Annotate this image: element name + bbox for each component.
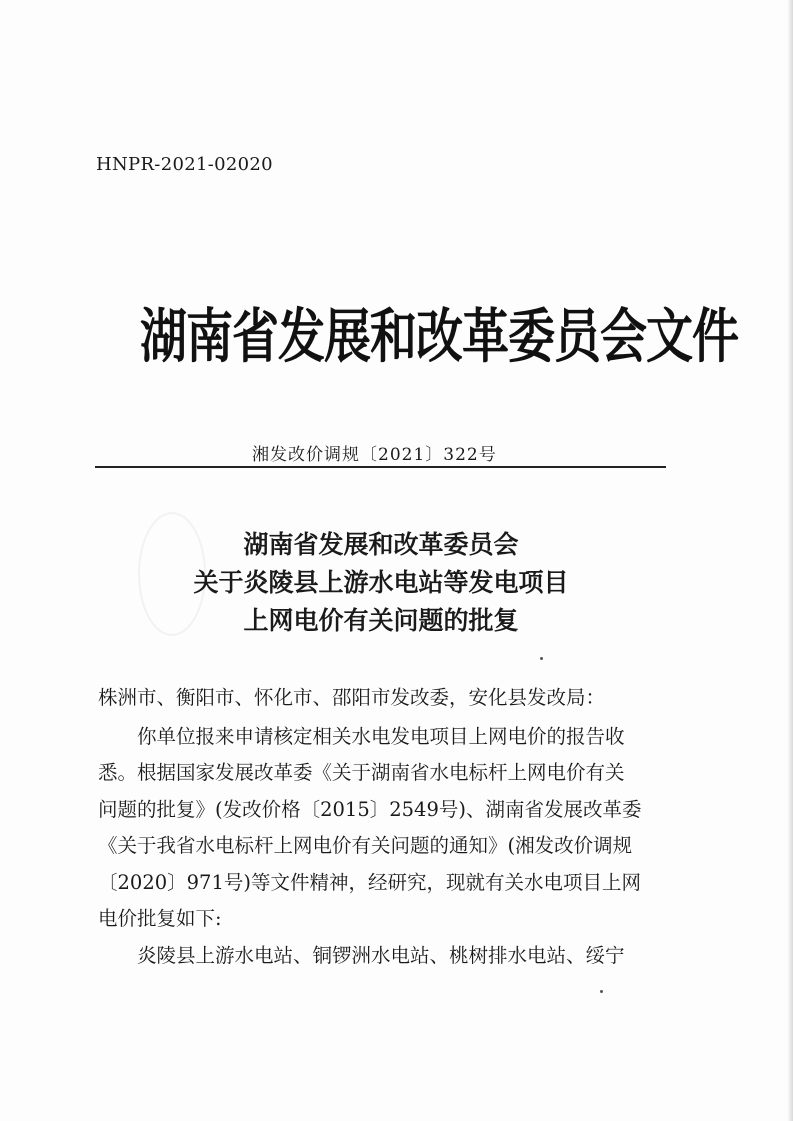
header-rule — [95, 466, 666, 468]
body-line: 悉。根据国家发展改革委《关于湖南省水电标杆上网电价有关 — [98, 761, 625, 784]
document-body — [98, 680, 670, 974]
scan-speck — [600, 990, 603, 993]
body-line: 炎陵县上游水电站、铜锣洲水电站、桃树排水电站、绥宁 — [137, 943, 625, 967]
title-line: 关于炎陵县上游水电站等发电项目 — [193, 568, 569, 597]
title-line: 上网电价有关问题的批复 — [243, 606, 519, 635]
body-line: 电价批复如下: — [98, 907, 222, 930]
document-number: 湘发改价调规〔2021〕322号 — [252, 445, 497, 465]
document-code: HNPR-2021-02020 — [96, 154, 273, 175]
title-line: 湖南省发展和改革委员会 — [243, 530, 519, 559]
document-title — [96, 526, 666, 640]
body-line: 《关于我省水电标杆上网电价有关问题的通知》(湘发改价调规 — [98, 834, 633, 857]
body-line: 问题的批复》(发改价格〔2015〕2549号)、湖南省发展改革委 — [98, 797, 642, 821]
scan-speck — [540, 657, 543, 660]
masthead-title: 湖南省发展和改革委员会文件 — [140, 302, 738, 372]
page-edge-shadow — [787, 0, 793, 1121]
body-line: 你单位报来申请核定相关水电发电项目上网电价的报告收 — [137, 724, 625, 748]
addressee: 株洲市、衡阳市、怀化市、邵阳市发改委，安化县发改局： — [98, 686, 606, 709]
body-line: 〔2020〕971号)等文件精神，经研究，现就有关水电项目上网 — [98, 870, 641, 894]
